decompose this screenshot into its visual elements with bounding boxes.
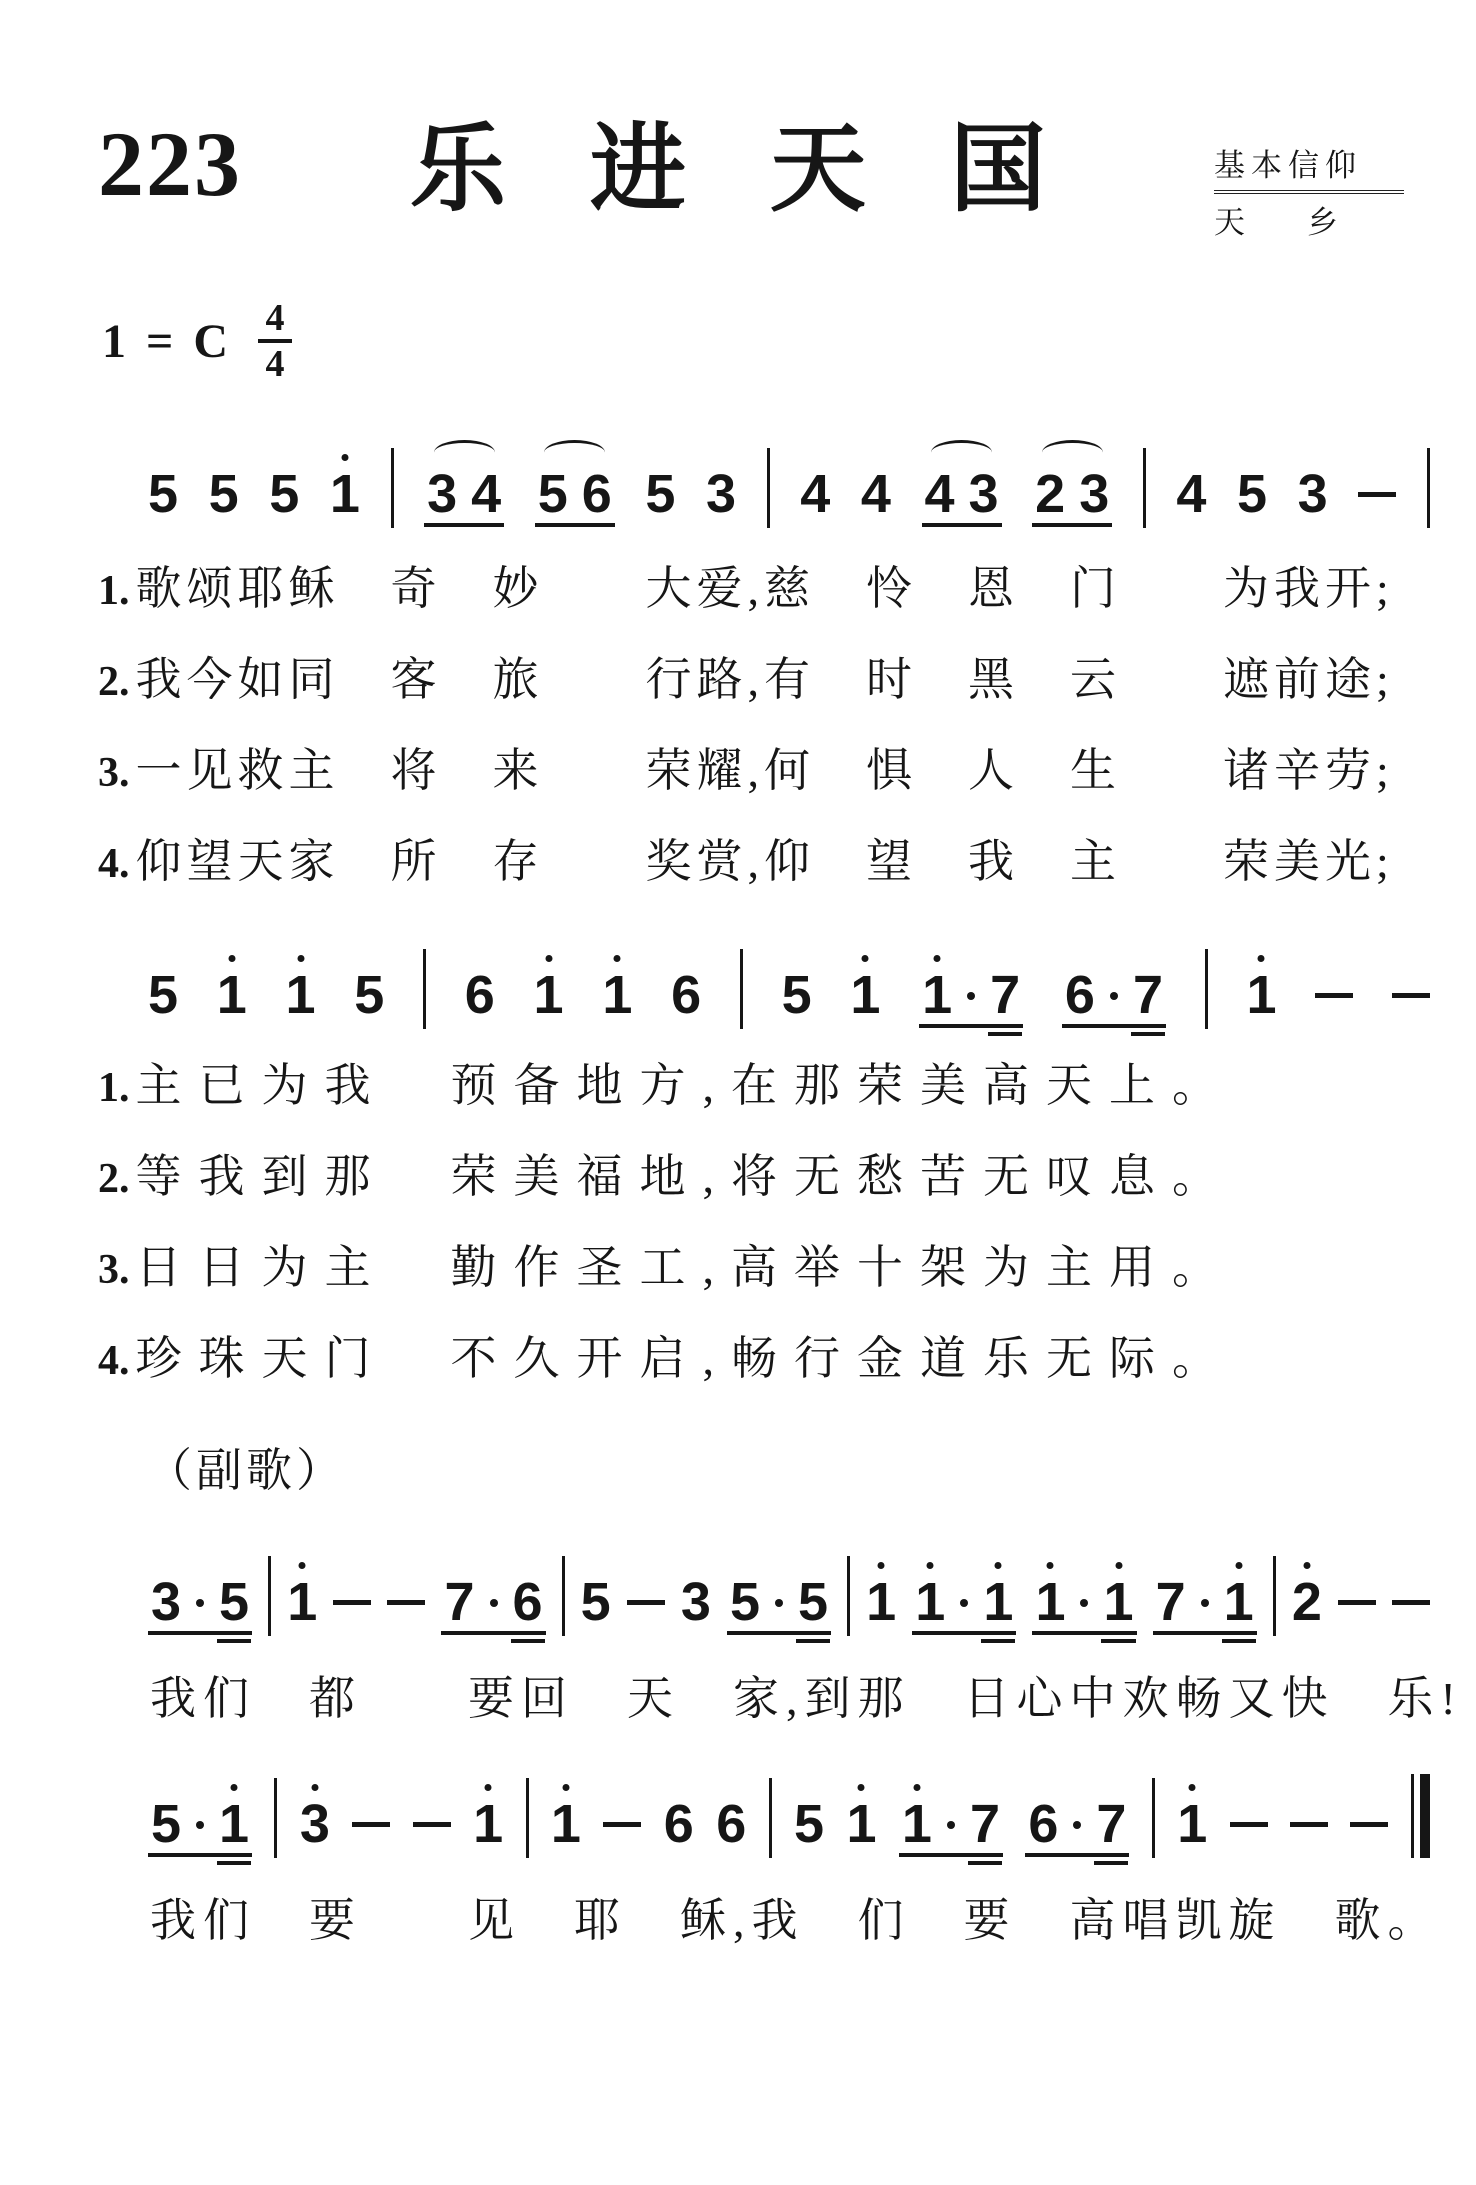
dash-note xyxy=(1358,492,1396,497)
barline xyxy=(1427,448,1430,528)
note: 5 xyxy=(208,463,239,524)
note: 5 xyxy=(269,463,300,524)
verse-number: 4. xyxy=(98,1338,130,1385)
header xyxy=(0,0,1476,242)
dot-separator xyxy=(947,1821,955,1829)
note: 1 xyxy=(1103,1571,1134,1632)
verse-line xyxy=(98,1231,1476,1294)
dot-separator xyxy=(775,1599,783,1607)
dot-separator xyxy=(960,1599,968,1607)
chorus-label: （副歌） xyxy=(146,1445,346,1497)
note: 1 xyxy=(922,964,953,1025)
note: 4 xyxy=(471,463,502,524)
verse-text: 等我到那 荣美福地,将无愁苦无叹息。 xyxy=(135,1151,1235,1203)
slur-beam-group xyxy=(535,463,615,528)
note: 5 xyxy=(148,463,179,524)
verse-line xyxy=(98,1049,1476,1112)
note: 6 xyxy=(512,1571,543,1632)
category-sub: 天 乡 xyxy=(1214,205,1338,240)
dash-note xyxy=(1350,1822,1388,1827)
note: 1 xyxy=(1177,1793,1208,1854)
dash-note xyxy=(1315,993,1353,998)
beam-group xyxy=(912,1571,1016,1636)
music-line-chorus-1 xyxy=(148,1566,1430,1632)
dash-note xyxy=(1392,1600,1430,1605)
note: 5 xyxy=(645,463,676,524)
note: 1 xyxy=(1035,1571,1066,1632)
hymn-number: 223 xyxy=(98,113,242,215)
note: 6 xyxy=(1064,964,1095,1025)
note: 3 xyxy=(427,463,458,524)
verse-number: 1. xyxy=(98,568,130,615)
note: 7 xyxy=(1132,964,1163,1025)
key-signature xyxy=(102,297,1476,386)
dot-separator xyxy=(1201,1599,1209,1607)
thick-barline xyxy=(1420,1774,1430,1858)
note: 6 xyxy=(464,964,495,1025)
note: 1 xyxy=(901,1793,932,1854)
thin-barline xyxy=(1411,1774,1414,1858)
verse-number: 1. xyxy=(98,1065,130,1112)
beam-group xyxy=(1062,964,1166,1029)
note: 7 xyxy=(444,1571,475,1632)
verse-text: 主已为我 预备地方,在那荣美高天上。 xyxy=(135,1060,1235,1112)
note: 1 xyxy=(1246,964,1277,1025)
note: 1 xyxy=(216,964,247,1025)
note: 1 xyxy=(533,964,564,1025)
note: 1 xyxy=(550,1793,581,1854)
slur-beam-group xyxy=(1032,463,1112,528)
note: 6 xyxy=(716,1793,747,1854)
barline xyxy=(562,1556,565,1636)
verse-number: 3. xyxy=(98,1247,130,1294)
note: 3 xyxy=(680,1571,711,1632)
dot-separator xyxy=(1080,1599,1088,1607)
barline xyxy=(1205,949,1208,1029)
dash-note xyxy=(1230,1822,1268,1827)
key-label: 1 = C xyxy=(102,314,233,368)
barline xyxy=(526,1778,529,1858)
note: 1 xyxy=(915,1571,946,1632)
verse-number: 4. xyxy=(98,841,130,888)
note: 1 xyxy=(285,964,316,1025)
note: 6 xyxy=(581,463,612,524)
verse-text: 一见救主 将 来 荣耀,何 惧 人 生 诸辛劳; xyxy=(135,745,1394,797)
note: 1 xyxy=(850,964,881,1025)
note: 3 xyxy=(1079,463,1110,524)
barline xyxy=(740,949,743,1029)
dot-separator xyxy=(1110,992,1118,1000)
barline xyxy=(1143,448,1146,528)
note: 3 xyxy=(1297,463,1328,524)
note: 1 xyxy=(287,1571,318,1632)
barline xyxy=(847,1556,850,1636)
note: 3 xyxy=(299,1793,330,1854)
note: 4 xyxy=(800,463,831,524)
note: 3 xyxy=(706,463,737,524)
verse-number: 2. xyxy=(98,659,130,706)
note: 4 xyxy=(1176,463,1207,524)
note: 5 xyxy=(354,964,385,1025)
verse-text: 珍珠天门 不久开启,畅行金道乐无际。 xyxy=(135,1333,1235,1385)
dash-note xyxy=(333,1600,371,1605)
music-line-verse-b xyxy=(148,959,1430,1025)
beam-group xyxy=(441,1571,545,1636)
time-signature-numerator: 4 xyxy=(265,297,285,339)
note: 2 xyxy=(1035,463,1066,524)
note: 6 xyxy=(671,964,702,1025)
verse-number: 3. xyxy=(98,750,130,797)
barline xyxy=(1273,1556,1276,1636)
note: 3 xyxy=(151,1571,182,1632)
verse-line xyxy=(98,1140,1476,1203)
verse-line xyxy=(98,643,1476,706)
note: 1 xyxy=(846,1793,877,1854)
dash-note xyxy=(387,1600,425,1605)
note: 5 xyxy=(580,1571,611,1632)
time-signature-denominator: 4 xyxy=(265,343,285,386)
note: 3 xyxy=(968,463,999,524)
dot-separator xyxy=(196,1599,204,1607)
note: 5 xyxy=(1237,463,1268,524)
verse-text: 我今如同 客 旅 行路,有 时 黑 云 遮前途; xyxy=(135,654,1394,706)
note: 5 xyxy=(794,1793,825,1854)
verse-line xyxy=(98,552,1476,615)
barline xyxy=(391,448,394,528)
final-double-barline xyxy=(1411,1774,1430,1858)
beam-group xyxy=(148,1571,252,1636)
music-line-chorus-2 xyxy=(148,1788,1430,1854)
beam-group xyxy=(1025,1793,1129,1858)
dash-note xyxy=(413,1822,451,1827)
dot-separator xyxy=(1073,1821,1081,1829)
category-block xyxy=(1214,140,1404,242)
slur-beam-group xyxy=(424,463,504,528)
note: 1 xyxy=(329,463,360,524)
category-main: 基本信仰 xyxy=(1214,140,1404,194)
beam-group xyxy=(727,1571,831,1636)
verse-text: 歌颂耶稣 奇 妙 大爱,慈 怜 恩 门 为我开; xyxy=(135,563,1394,615)
verse-lyrics-part-b xyxy=(98,1049,1476,1385)
note: 1 xyxy=(866,1571,897,1632)
chorus-lyric-line: 我们 要 见 耶 稣,我 们 要 高唱凯旋 歌。 xyxy=(150,1895,1441,1947)
dot-separator xyxy=(490,1599,498,1607)
note: 5 xyxy=(537,463,568,524)
chorus-lyric-line: 我们 都 要回 天 家,到那 日心中欢畅又快 乐! xyxy=(150,1673,1463,1725)
beam-group xyxy=(899,1793,1003,1858)
barline xyxy=(274,1778,277,1858)
note: 7 xyxy=(969,1793,1000,1854)
dot-separator xyxy=(967,992,975,1000)
note: 1 xyxy=(473,1793,504,1854)
time-signature xyxy=(258,297,292,386)
barline xyxy=(423,949,426,1029)
beam-group xyxy=(148,1793,252,1858)
barline xyxy=(769,1778,772,1858)
dash-note xyxy=(352,1822,390,1827)
note: 1 xyxy=(602,964,633,1025)
page-title: 乐 进 天 国 xyxy=(410,116,1076,223)
dash-note xyxy=(1290,1822,1328,1827)
note: 7 xyxy=(1155,1571,1186,1632)
verse-line xyxy=(98,734,1476,797)
dash-note xyxy=(1392,993,1430,998)
verse-line xyxy=(98,825,1476,888)
barline xyxy=(1152,1778,1155,1858)
note: 5 xyxy=(798,1571,829,1632)
barline xyxy=(268,1556,271,1636)
beam-group xyxy=(919,964,1023,1029)
beam-group xyxy=(1032,1571,1136,1636)
note: 5 xyxy=(219,1571,250,1632)
verse-text: 仰望天家 所 存 奖赏,仰 望 我 主 荣美光; xyxy=(135,836,1394,888)
dash-note xyxy=(627,1600,665,1605)
note: 1 xyxy=(983,1571,1014,1632)
verse-text: 日日为主 勤作圣工,高举十架为主用。 xyxy=(135,1242,1235,1294)
verse-number: 2. xyxy=(98,1156,130,1203)
note: 6 xyxy=(1028,1793,1059,1854)
note: 4 xyxy=(860,463,891,524)
verse-line xyxy=(98,1322,1476,1385)
note: 5 xyxy=(148,964,179,1025)
note: 5 xyxy=(729,1571,760,1632)
note: 4 xyxy=(924,463,955,524)
slur-beam-group xyxy=(922,463,1002,528)
dot-separator xyxy=(196,1821,204,1829)
note: 7 xyxy=(1096,1793,1127,1854)
note: 6 xyxy=(663,1793,694,1854)
note: 5 xyxy=(151,1793,182,1854)
dash-note xyxy=(603,1822,641,1827)
beam-group xyxy=(1153,1571,1257,1636)
verse-lyrics-part-a xyxy=(98,552,1476,888)
note: 5 xyxy=(781,964,812,1025)
barline xyxy=(767,448,770,528)
note: 7 xyxy=(990,964,1021,1025)
note: 1 xyxy=(1223,1571,1254,1632)
note: 1 xyxy=(219,1793,250,1854)
dash-note xyxy=(1338,1600,1376,1605)
music-line-verse-a xyxy=(148,458,1430,524)
note: 2 xyxy=(1291,1571,1322,1632)
